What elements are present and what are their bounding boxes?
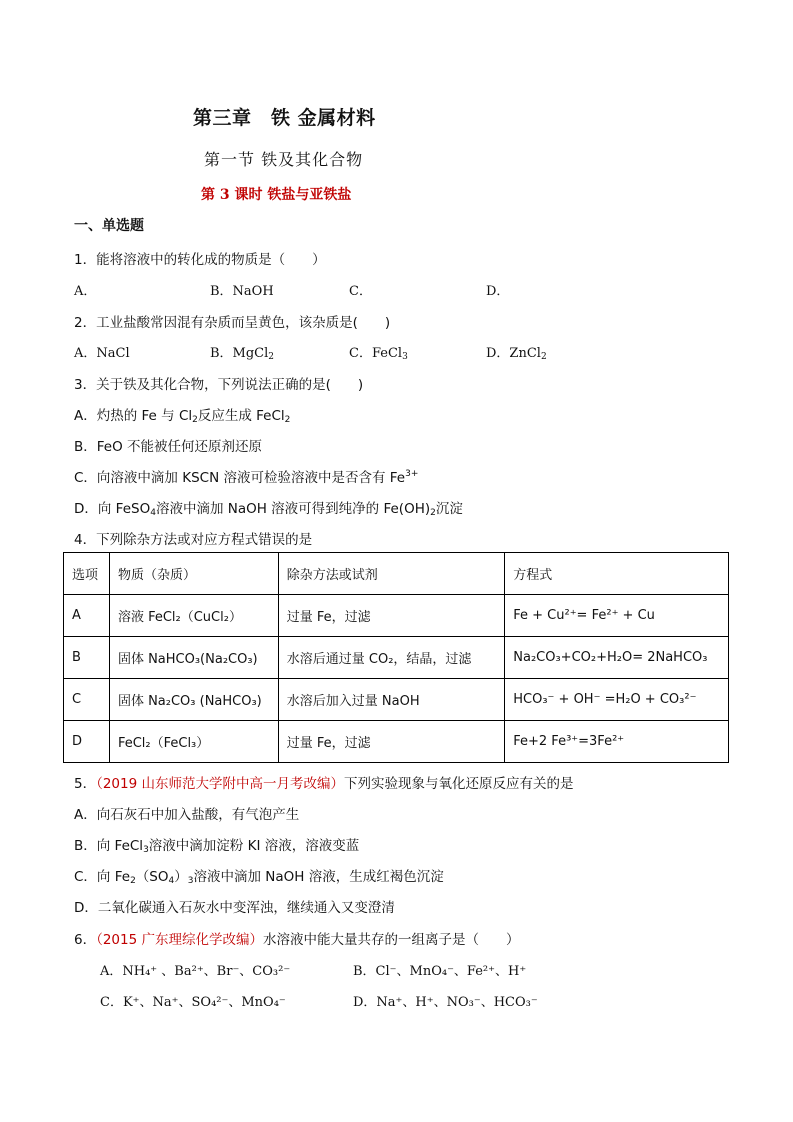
row-substance: 固体 Na₂CO₃ (NaHCO₃) <box>109 679 278 721</box>
section-title: 第一节 铁及其化合物 <box>204 150 364 169</box>
q1-option-d: D． <box>486 284 510 299</box>
table-row <box>64 637 729 679</box>
q6-stem: 6．（2015 广东理综化学改编）水溶液中能大量共存的一组离子是（ ） <box>74 932 520 948</box>
q6-option-a: A．NH₄⁺ 、Ba²⁺、Br⁻、CO₃²⁻ <box>100 964 291 979</box>
q2-stem: 2．工业盐酸常因混有杂质而呈黄色，该杂质是( ) <box>74 315 391 331</box>
q6-source: （2015 广东理综化学改编） <box>96 932 263 948</box>
q5-option-c: C．向 $Fe_2(SO_4)_3$溶液中滴加 NaOH 溶液，生成红褐色沉淀 <box>74 869 444 886</box>
q2-option-d: D．ZnCl$_2$ <box>486 346 547 362</box>
row-equation: Fe + Cu²⁺= Fe²⁺ + Cu <box>505 595 729 637</box>
q1-option-b: B．NaOH <box>210 284 274 299</box>
q1-option-c: C． <box>349 284 372 299</box>
row-substance: FeCl₂（FeCl₃） <box>109 721 278 763</box>
table-header-row <box>64 553 729 595</box>
q2-option-a: A．NaCl <box>74 346 130 361</box>
header-method: 除杂方法或试剂 <box>278 553 504 595</box>
row-method: 水溶后通过量 CO₂，结晶，过滤 <box>278 637 504 679</box>
row-equation: HCO₃⁻ + OH⁻ =H₂O + CO₃²⁻ <box>505 679 729 721</box>
q5-source: （2019 山东师范大学附中高一月考改编） <box>96 776 344 792</box>
chapter-title: 第三章 铁 金属材料 <box>193 107 376 129</box>
q1-stem: 1．能将溶液中的转化成的物质是（ ） <box>74 252 326 268</box>
q4-table <box>63 552 729 763</box>
q2-option-c: C．FeCl$_3$ <box>349 346 408 362</box>
q6-option-b: B．Cl⁻、MnO₄⁻、Fe²⁺、H⁺ <box>353 964 527 979</box>
question-type-heading: 一、单选题 <box>74 218 144 234</box>
row-option: D <box>64 721 110 763</box>
q6-option-d: D．Na⁺、H⁺、NO₃⁻、HCO₃⁻ <box>353 995 538 1010</box>
row-substance: 固体 NaHCO₃(Na₂CO₃) <box>109 637 278 679</box>
row-method: 水溶后加入过量 NaOH <box>278 679 504 721</box>
q3-option-b: B．FeO 不能被任何还原剂还原 <box>74 439 263 455</box>
row-option: C <box>64 679 110 721</box>
table-row <box>64 679 729 721</box>
q1-option-a: A． <box>74 284 97 299</box>
row-equation: Fe+2 Fe³⁺=3Fe²⁺ <box>505 721 729 763</box>
table-row <box>64 595 729 637</box>
q3-stem: 3．关于铁及其化合物，下列说法正确的是( ) <box>74 377 364 393</box>
q3-option-c: C．向溶液中滴加 KSCN 溶液可检验溶液中是否含有 $Fe^{3+}$ <box>74 469 419 486</box>
row-option: A <box>64 595 110 637</box>
header-substance: 物质（杂质） <box>109 553 278 595</box>
row-method: 过量 Fe，过滤 <box>278 595 504 637</box>
lesson-title: 第 3 课时 铁盐与亚铁盐 <box>201 187 352 203</box>
row-method: 过量 Fe，过滤 <box>278 721 504 763</box>
row-substance: 溶液 FeCl₂（CuCl₂） <box>109 595 278 637</box>
row-equation: Na₂CO₃+CO₂+H₂O= 2NaHCO₃ <box>505 637 729 679</box>
header-equation: 方程式 <box>505 553 729 595</box>
q3-option-d: D．向 FeSO$_4$溶液中滴加 NaOH 溶液可得到纯净的 $Fe(OH)_2$沉淀 <box>74 501 463 518</box>
q5-stem: 5．（2019 山东师范大学附中高一月考改编）下列实验现象与氧化还原反应有关的是 <box>74 776 574 792</box>
q6-option-c: C．K⁺、Na⁺、SO₄²⁻、MnO₄⁻ <box>100 995 286 1010</box>
q2-option-b: B．MgCl$_2$ <box>210 346 275 362</box>
q3-option-a: A．灼热的 Fe 与 $Cl_2$反应生成 FeCl$_2$ <box>74 408 291 425</box>
q4-stem: 4．下列除杂方法或对应方程式错误的是 <box>74 532 313 548</box>
q5-option-d: D．二氧化碳通入石灰水中变浑浊，继续通入又变澄清 <box>74 900 395 916</box>
q5-option-b: B．向 FeCl$_3$溶液中滴加淀粉 KI 溶液，溶液变蓝 <box>74 838 360 855</box>
header-option: 选项 <box>64 553 110 595</box>
q5-option-a: A．向石灰石中加入盐酸，有气泡产生 <box>74 807 300 823</box>
table-row <box>64 721 729 763</box>
row-option: B <box>64 637 110 679</box>
